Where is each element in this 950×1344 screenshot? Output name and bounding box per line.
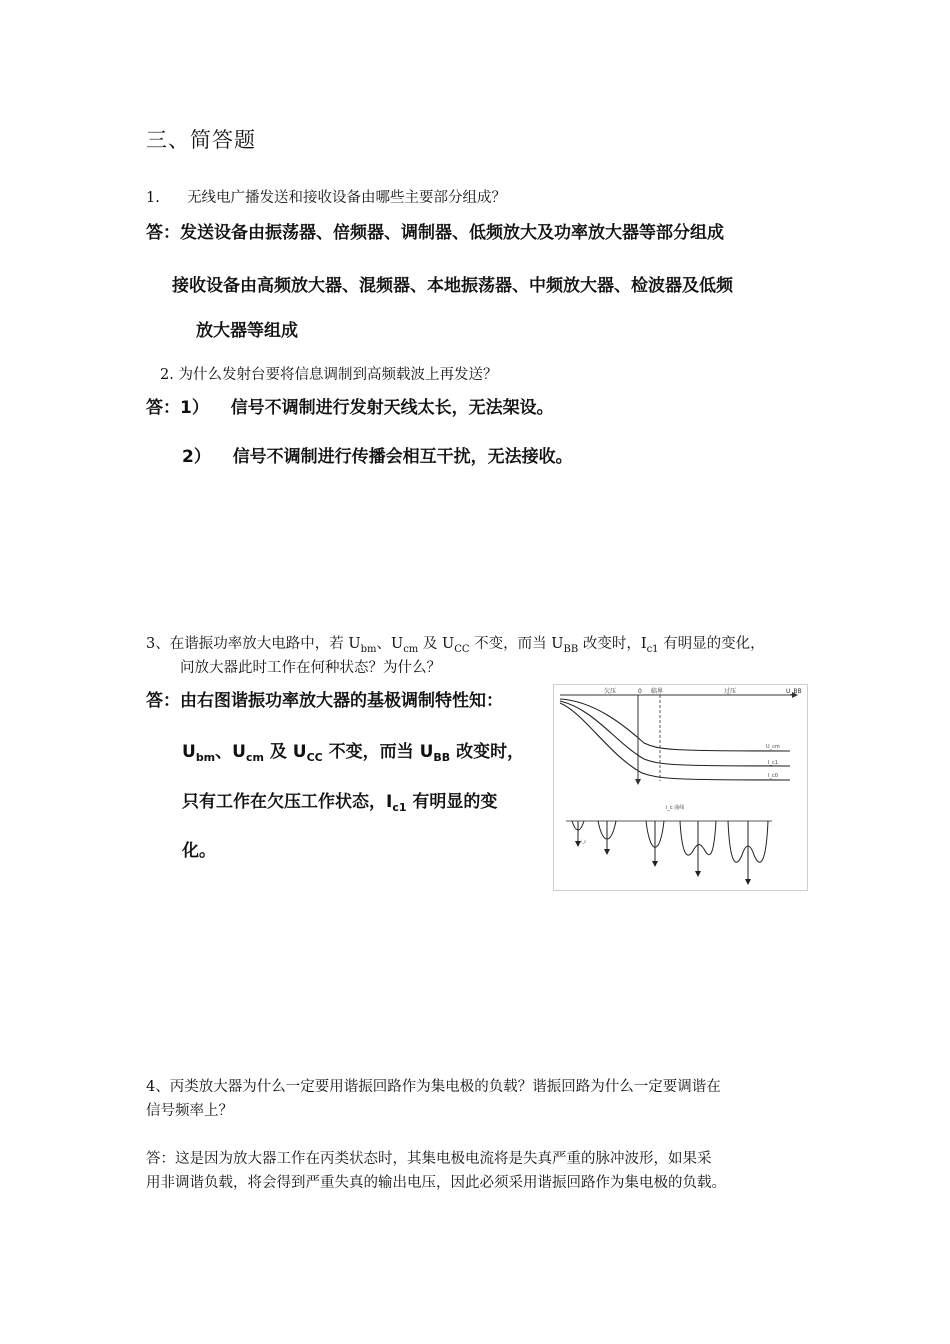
question-3-text-e: 改变时，I <box>578 636 647 652</box>
label-ucm: U_cm <box>766 744 780 750</box>
answer-3-line-4: 化。 <box>182 841 216 861</box>
question-1-number: 1. <box>146 190 160 206</box>
answer-2-item-2 <box>182 446 573 468</box>
question-2-text: 为什么发射台要将信息调制到高频载波上再发送？ <box>178 367 498 383</box>
question-3-line-2: 问放大器此时工作在何种状态？为什么？ <box>180 660 441 676</box>
question-3-sub-bm: bm <box>360 644 377 655</box>
answer-2-item-2-number: 2） <box>182 447 211 467</box>
question-4-text-1: 丙类放大器为什么一定要用谐振回路作为集电极的负载？谐振回路为什么一定要调谐在 <box>169 1079 721 1095</box>
answer-3-sub-bb: BB <box>433 751 451 764</box>
question-3-sub-c1: c1 <box>646 644 659 655</box>
label-ic0: I_c0 <box>768 773 778 779</box>
answer-1-line-1 <box>146 222 724 244</box>
answer-4-line-2: 用非调谐负载，将会得到严重失真的输出电压，因此必须采用谐振回路作为集电极的负载。 <box>146 1175 726 1191</box>
base-modulation-diagram <box>554 685 807 890</box>
answer-3-sub-bm: bm <box>195 751 216 764</box>
label-ic-curve: i_c 曲线 <box>666 805 685 811</box>
answer-3-line-3 <box>182 791 497 813</box>
answer-3-sub-cc: CC <box>306 751 323 764</box>
question-3-text-b: 、U <box>376 636 404 652</box>
answer-3-text-3b: 有明显的变 <box>406 792 498 812</box>
answer-3-sub-cm: cm <box>245 751 264 764</box>
answer-3-and: 及 U <box>263 742 307 762</box>
question-3-text-f: 有明显的变化， <box>658 636 765 652</box>
question-3-sub-cc: CC <box>454 644 470 655</box>
answer-3-sep: 、U <box>215 742 246 762</box>
answer-3-line-2 <box>182 741 524 763</box>
question-3-sub-bb: BB <box>563 644 579 655</box>
label-ic1: I_c1 <box>768 760 778 766</box>
answer-4-line-1: 答：这是因为放大器工作在丙类状态时，其集电极电流将是失真严重的脉冲波形，如果采 <box>146 1151 712 1167</box>
question-1-text: 无线电广播发送和接收设备由哪些主要部分组成？ <box>187 190 507 206</box>
answer-3-rest: 不变，而当 U <box>322 742 434 762</box>
question-4-line-2: 信号频率上？ <box>146 1103 233 1119</box>
label-ic-small: i_c <box>581 839 587 844</box>
answer-2-item-1-text: 信号不调制进行发射天线太长，无法架设。 <box>230 398 554 418</box>
answer-3-text-3a: 只有工作在欠压工作状态，I <box>182 792 393 812</box>
answer-1-text-1: 发送设备由振荡器、倍频器、调制器、低频放大及功率放大器等部分组成 <box>180 223 724 243</box>
answer-2-item-2-text: 信号不调制进行传播会相互干扰，无法接收。 <box>232 447 573 467</box>
question-3-number: 3、 <box>146 636 170 652</box>
answer-3-line-1 <box>146 690 503 712</box>
answer-2-item-1 <box>146 397 554 419</box>
answer-3-text-1: 由右图谐振功率放大器的基极调制特性知： <box>180 691 503 711</box>
answer-3-tail: 改变时， <box>450 742 525 762</box>
label-underpressure: 欠压 <box>604 688 617 695</box>
answer-1-prefix: 答： <box>146 223 180 243</box>
label-critical: 临界 <box>651 688 664 695</box>
answer-3-sub-c1: c1 <box>392 801 407 814</box>
label-ubb: U_BB <box>786 688 802 695</box>
label-zero: 0 <box>638 688 642 695</box>
answer-3-prefix: 答： <box>146 691 180 711</box>
section-title: 三、简答题 <box>146 128 256 152</box>
question-2 <box>160 364 497 386</box>
answer-2-prefix: 答： <box>146 398 180 418</box>
question-3-line-1 <box>146 633 816 655</box>
question-4-line-1 <box>146 1074 721 1100</box>
question-3-sub-cm: cm <box>403 644 419 655</box>
answer-1-line-3: 放大器等组成 <box>196 321 298 341</box>
pulse-waveforms <box>566 821 772 885</box>
question-3-text-d: 不变，而当 U <box>469 636 564 652</box>
label-overpressure: 过压 <box>724 688 737 695</box>
answer-3-u1: U <box>182 742 196 762</box>
question-3-text-a: 在谐振功率放大电路中，若 U <box>169 636 361 652</box>
answer-2-item-1-number: 1） <box>180 398 209 418</box>
answer-1-line-2: 接收设备由高频放大器、混频器、本地振荡器、中频放大器、检波器及低频 <box>172 276 733 296</box>
base-modulation-figure <box>553 684 808 891</box>
question-4-number: 4、 <box>146 1079 170 1095</box>
question-3-text-c: 及 U <box>418 636 455 652</box>
question-2-number: 2. <box>160 367 174 383</box>
question-1 <box>146 187 506 209</box>
